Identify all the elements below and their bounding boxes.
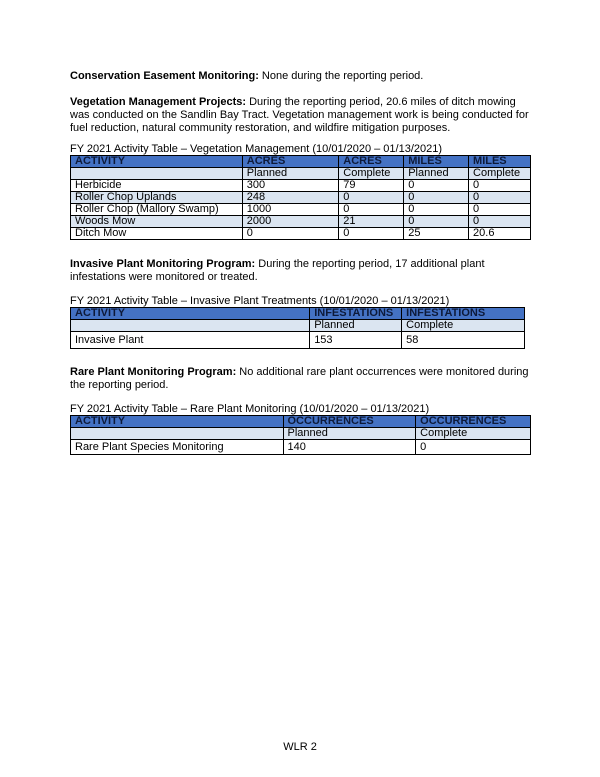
table-cell: 153 xyxy=(310,332,402,349)
subheader-cell xyxy=(71,320,310,332)
invasive-table-caption: FY 2021 Activity Table – Invasive Plant Treatments (10/01/2020 – 01/13/2021) xyxy=(70,295,450,307)
subheader-cell: Planned xyxy=(310,320,402,332)
vegetation-table xyxy=(70,155,531,240)
table-header-row xyxy=(71,416,531,428)
table-cell: Roller Chop (Mallory Swamp) xyxy=(71,204,243,216)
table-cell: 2000 xyxy=(242,216,339,228)
table-row xyxy=(71,440,531,455)
table-row xyxy=(71,192,531,204)
table-cell: 0 xyxy=(469,180,531,192)
invasive-heading: Invasive Plant Monitoring Program: xyxy=(70,258,256,270)
table-cell: Ditch Mow xyxy=(71,228,243,240)
vegetation-heading: Vegetation Management Projects: xyxy=(70,96,247,108)
table-cell: 140 xyxy=(283,440,416,455)
invasive-body: During the reporting period, 17 additional plant infestations were monitored or treated. xyxy=(70,258,485,283)
header-cell: OCCURRENCES xyxy=(416,416,531,428)
table-subheader-row xyxy=(71,428,531,440)
subheader-cell: Complete xyxy=(416,428,531,440)
table-cell: 300 xyxy=(242,180,339,192)
rare-table xyxy=(70,415,531,455)
rare-body: No additional rare plant occurrences were monitored during the reporting period. xyxy=(70,366,529,391)
table-row xyxy=(71,180,531,192)
header-cell: INFESTATIONS xyxy=(402,308,525,320)
table-cell: 20.6 xyxy=(469,228,531,240)
table-row xyxy=(71,204,531,216)
header-cell: ACRES xyxy=(242,156,339,168)
easement-heading: Conservation Easement Monitoring: xyxy=(70,70,259,82)
table-cell: 0 xyxy=(404,180,469,192)
header-cell: ACTIVITY xyxy=(71,416,284,428)
rare-heading: Rare Plant Monitoring Program: xyxy=(70,366,237,378)
table-cell: 0 xyxy=(469,216,531,228)
subheader-cell: Planned xyxy=(242,168,339,180)
vegetation-table-caption: FY 2021 Activity Table – Vegetation Management (10/01/2020 – 01/13/2021) xyxy=(70,143,443,155)
table-cell: 0 xyxy=(469,204,531,216)
header-cell: ACRES xyxy=(339,156,404,168)
table-cell: 0 xyxy=(339,228,404,240)
subheader-cell: Planned xyxy=(283,428,416,440)
easement-paragraph xyxy=(70,70,532,83)
table-cell: 0 xyxy=(242,228,339,240)
subheader-cell: Complete xyxy=(469,168,531,180)
table-subheader-row xyxy=(71,320,525,332)
easement-body: None during the reporting period. xyxy=(258,70,424,82)
header-cell: ACTIVITY xyxy=(71,308,310,320)
table-cell: 248 xyxy=(242,192,339,204)
subheader-cell xyxy=(71,428,284,440)
table-header-row xyxy=(71,156,531,168)
subheader-cell: Planned xyxy=(404,168,469,180)
table-cell: 0 xyxy=(404,216,469,228)
table-cell: Woods Mow xyxy=(71,216,243,228)
table-cell: 79 xyxy=(339,180,404,192)
rare-paragraph xyxy=(70,366,532,392)
header-cell: INFESTATIONS xyxy=(310,308,402,320)
subheader-cell: Complete xyxy=(402,320,525,332)
table-cell: 58 xyxy=(402,332,525,349)
vegetation-paragraph xyxy=(70,96,532,135)
rare-table-caption: FY 2021 Activity Table – Rare Plant Monitoring (10/01/2020 – 01/13/2021) xyxy=(70,403,430,415)
subheader-cell: Complete xyxy=(339,168,404,180)
table-header-row xyxy=(71,308,525,320)
table-cell: 0 xyxy=(416,440,531,455)
header-cell: ACTIVITY xyxy=(71,156,243,168)
subheader-cell xyxy=(71,168,243,180)
table-cell: 0 xyxy=(469,192,531,204)
header-cell: MILES xyxy=(404,156,469,168)
table-cell: 25 xyxy=(404,228,469,240)
table-cell: 0 xyxy=(404,192,469,204)
table-cell: Roller Chop Uplands xyxy=(71,192,243,204)
table-row xyxy=(71,332,525,349)
table-row xyxy=(71,228,531,240)
table-cell: 1000 xyxy=(242,204,339,216)
table-cell: 21 xyxy=(339,216,404,228)
table-cell: 0 xyxy=(339,204,404,216)
table-subheader-row xyxy=(71,168,531,180)
table-cell: Herbicide xyxy=(71,180,243,192)
invasive-table xyxy=(70,307,525,349)
invasive-paragraph xyxy=(70,258,532,284)
table-cell: Rare Plant Species Monitoring xyxy=(71,440,284,455)
vegetation-body: During the reporting period, 20.6 miles of ditch mowing was conducted on the Sandlin Bay Tract. Vegetation management work is being conducted for fuel reduction, natural community restoration, and wildfire mitigation purposes. xyxy=(70,96,529,134)
header-cell: OCCURRENCES xyxy=(283,416,416,428)
table-row xyxy=(71,216,531,228)
table-cell: 0 xyxy=(339,192,404,204)
table-cell: Invasive Plant xyxy=(71,332,310,349)
table-cell: 0 xyxy=(404,204,469,216)
page-footer: WLR 2 xyxy=(283,741,317,753)
header-cell: MILES xyxy=(469,156,531,168)
